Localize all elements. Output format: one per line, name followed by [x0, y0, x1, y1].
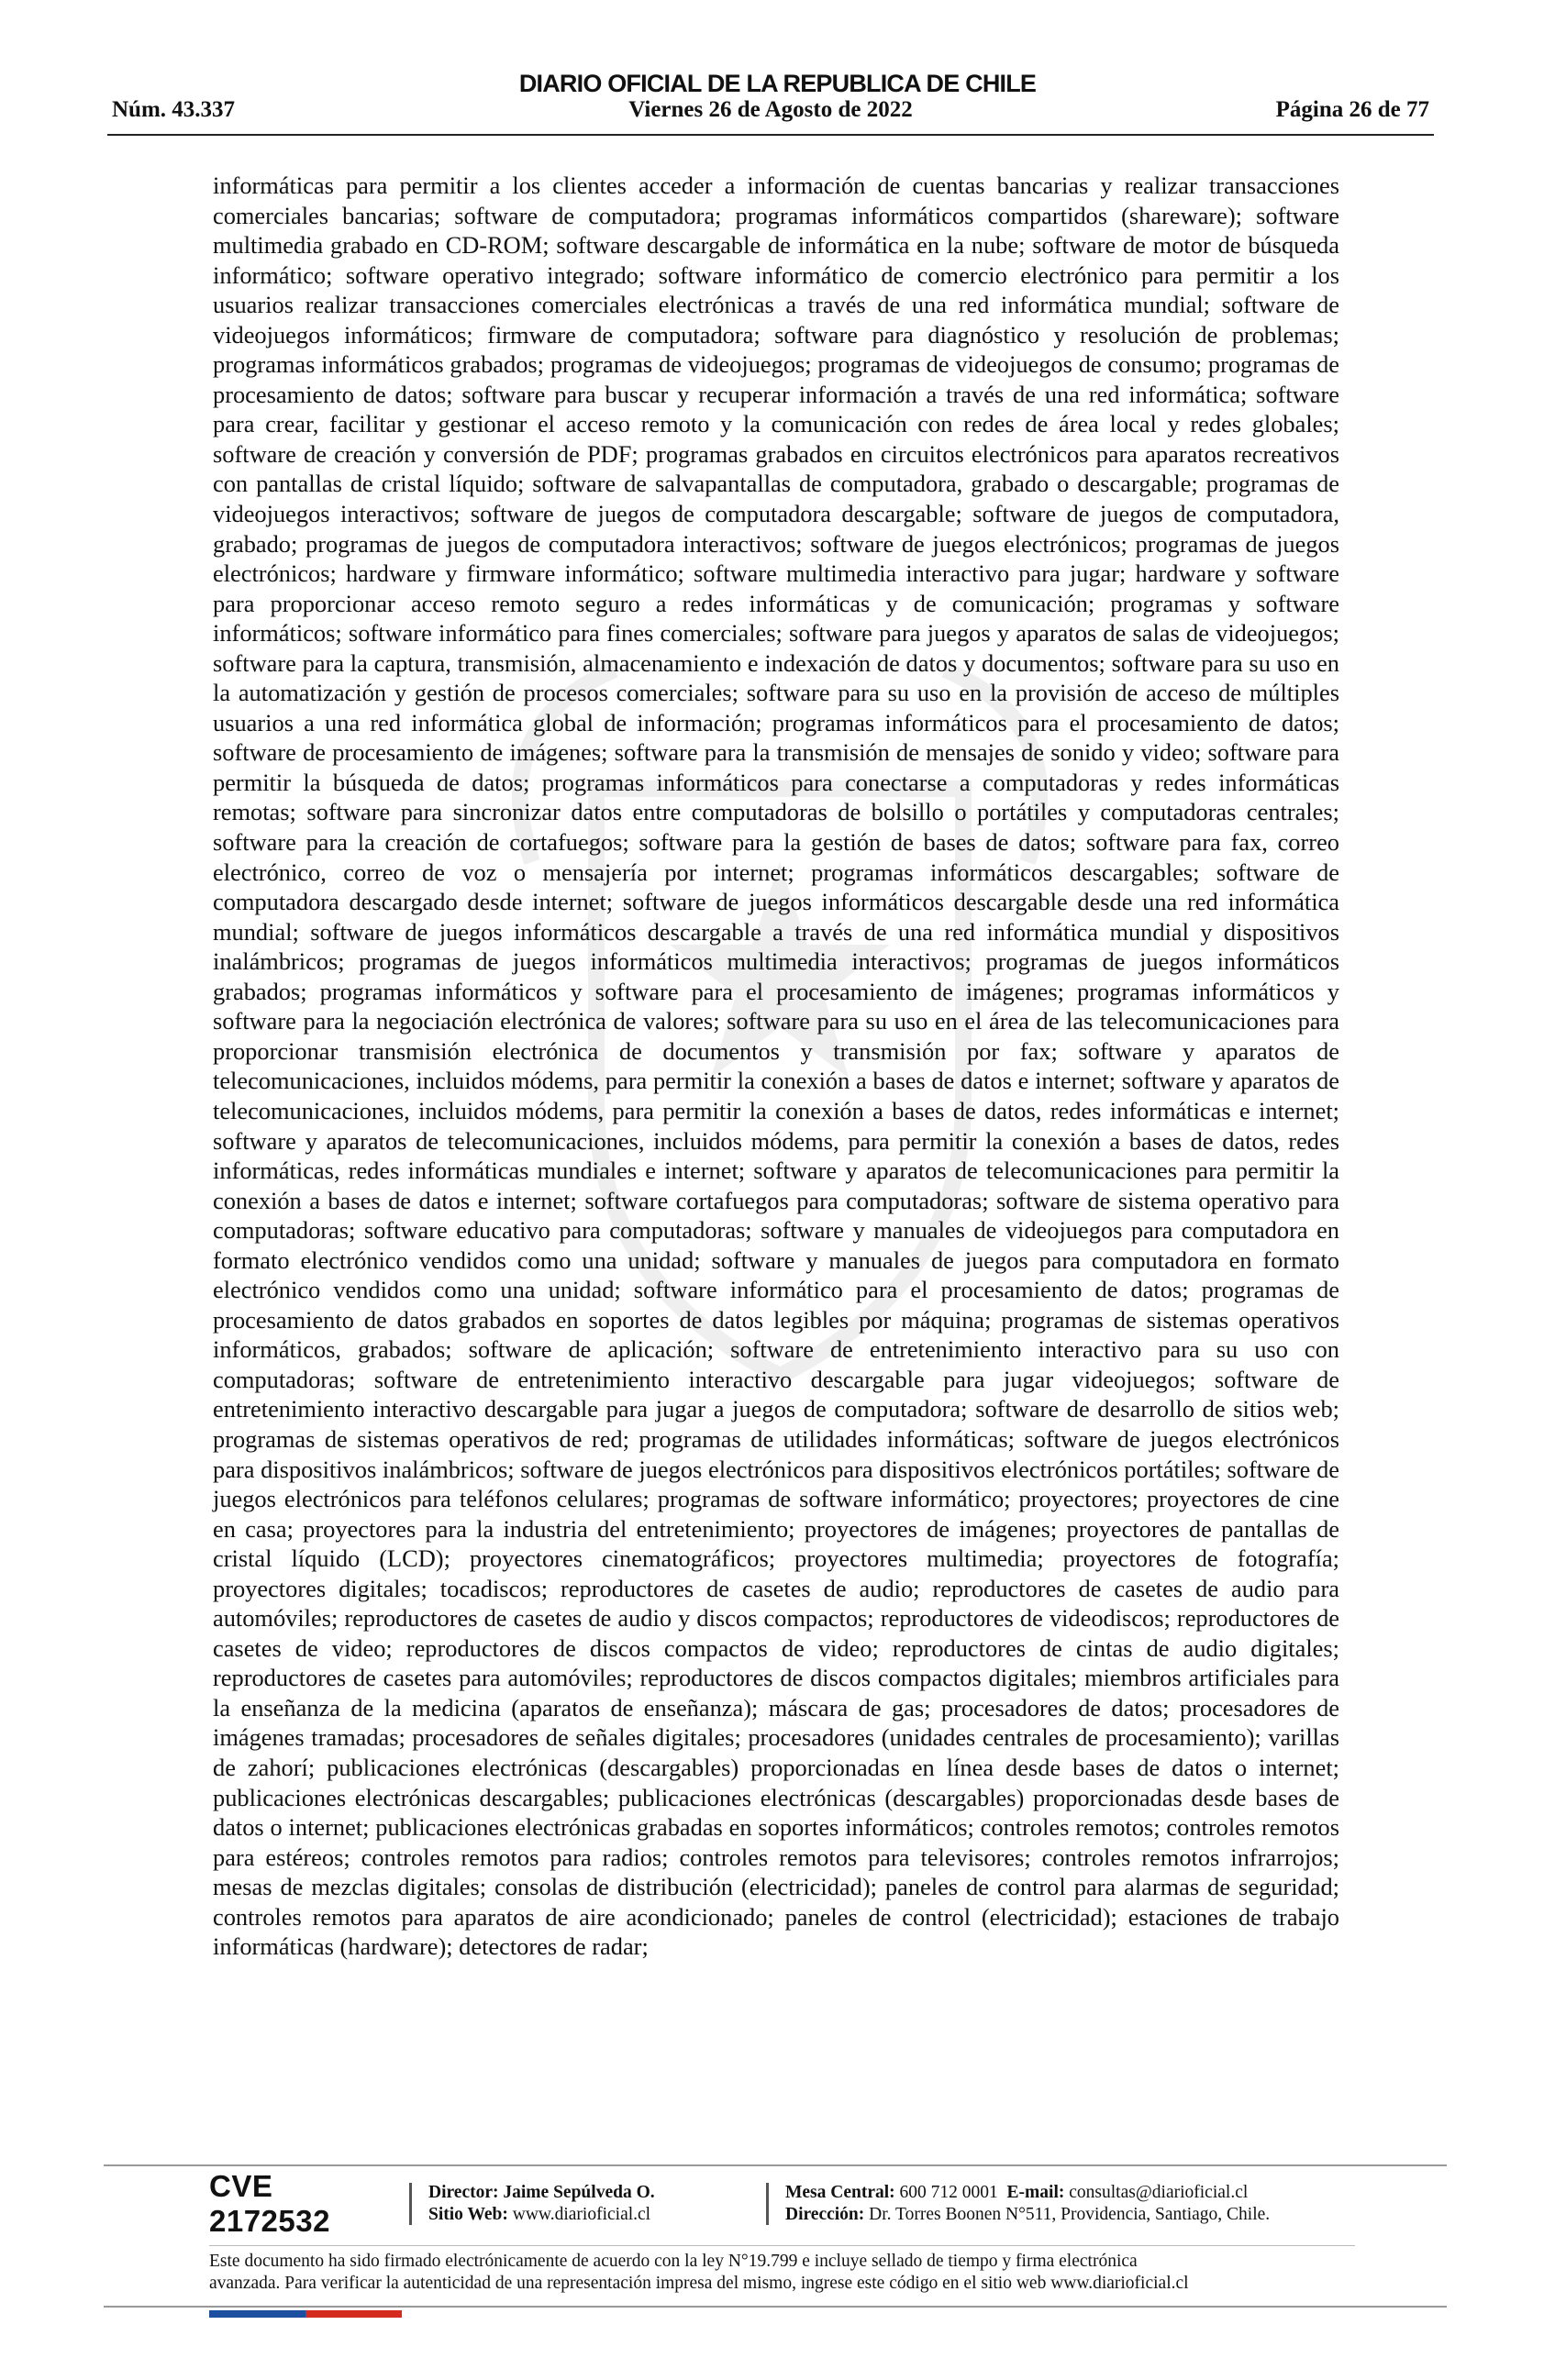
mesa-value: 600 712 0001	[899, 2183, 998, 2202]
bottom-rule	[104, 2306, 1447, 2308]
page-header	[112, 97, 1429, 123]
address-label: Dirección:	[785, 2205, 865, 2224]
email-label: E-mail:	[1006, 2183, 1065, 2202]
footer-divider	[409, 2183, 412, 2225]
website-label: Sitio Web:	[428, 2205, 508, 2224]
director-label: Director:	[428, 2183, 499, 2202]
issue-date: Viernes 26 de Agosto de 2022	[628, 97, 913, 122]
address-value: Dr. Torres Boonen N°511, Providencia, Santiago, Chile.	[869, 2205, 1271, 2224]
director-value: Jaime Sepúlveda O.	[503, 2183, 655, 2202]
website-link[interactable]: www.diarioficial.cl	[512, 2205, 651, 2224]
footer-rule-thin	[209, 2245, 1355, 2246]
footer-info	[209, 2169, 1356, 2238]
page-number: Página 26 de 77	[1275, 97, 1429, 122]
cve-code: CVE 2172532	[209, 2169, 330, 2238]
footer-rule	[104, 2164, 1447, 2166]
legal-notice	[209, 2251, 1365, 2295]
issue-number: Núm. 43.337	[112, 97, 236, 122]
newspaper-title: DIARIO OFICIAL DE LA REPUBLICA DE CHILE	[518, 70, 1037, 97]
flag-stripe	[209, 2310, 402, 2318]
flag-red-segment	[305, 2310, 402, 2318]
legal-line: Este documento ha sido firmado electrónicamente de acuerdo con la ley N°19.799 e incluye sellado de tiempo y firma electrónica	[209, 2252, 1138, 2271]
flag-blue-segment	[209, 2310, 305, 2318]
mesa-label: Mesa Central:	[785, 2183, 895, 2202]
email-link[interactable]: consultas@diarioficial.cl	[1069, 2183, 1249, 2202]
header-rule	[107, 134, 1434, 136]
body-paragraph: informáticas para permitir a los clientes acceder a información de cuentas bancarias y realizar transacciones comerciales bancarias; software de computadora; programas informáticos compartidos (shareware); software multimedia grabado en CD-ROM; software descargable de informática en la nube; software de motor de búsqueda informático; software operativo integrado; software informático de comercio electrónico para permitir a los usuarios realizar transacciones comerciales electrónicas a través de una red informática mundial; software de videojuegos informáticos; firmware de computadora; software para diagnóstico y resolución de problemas; programas informáticos grabados; programas de videojuegos; programas de videojuegos de consumo; programas de procesamiento de datos; software para buscar y recuperar información a través de una red informática; software para crear, facilitar y gestionar el acceso remoto y la comunicación con redes de área local y redes globales; software de creación y conversión de PDF; programas grabados en circuitos electrónicos para aparatos recreativos con pantallas de cristal líquido; software de salvapantallas de computadora, grabado o descargable; programas de videojuegos interactivos; software de juegos de computadora descargable; software de juegos de computadora, grabado; programas de juegos de computadora interactivos; software de juegos electrónicos; programas de juegos electrónicos; hardware y firmware informático; software multimedia interactivo para jugar; hardware y software para proporcionar acceso remoto seguro a redes informáticas y de comunicación; programas y software informáticos; software informático para fines comerciales; software para juegos y aparatos de salas de videojuegos; software para la captura, transmisión, almacenamiento e indexación de datos y documentos; software para su uso en la automatización y gestión de procesos comerciales; software para su uso en la provisión de acceso de múltiples usuarios a una red informática global de información; programas informáticos para el procesamiento de datos; software de procesamiento de imágenes; software para la transmisión de mensajes de sonido y video; software para permitir la búsqueda de datos; programas informáticos para conectarse a computadoras y redes informáticas remotas; software para sincronizar datos entre computadoras de bolsillo o portátiles y computadoras centrales; software para la creación de cortafuegos; software para la gestión de bases de datos; software para fax, correo electrónico, correo de voz o mensajería por internet; programas informáticos descargables; software de computadora descargado desde internet; software de juegos informáticos descargable desde una red informática mundial; software de juegos informáticos descargable a través de una red informática mundial y dispositivos inalámbricos; programas de juegos informáticos multimedia interactivos; programas de juegos informáticos grabados; programas informáticos y software para el procesamiento de imágenes; programas informáticos y software para la negociación electrónica de valores; software para su uso en el área de las telecomunicaciones para proporcionar transmisión electrónica de documentos y transmisión por fax; software y aparatos de telecomunicaciones, incluidos módems, para permitir la conexión a bases de datos e internet; software y aparatos de telecomunicaciones, incluidos módems, para permitir la conexión a bases de datos, redes informáticas e internet; software y aparatos de telecomunicaciones, incluidos módems, para permitir la conexión a bases de datos, redes informáticas, redes informáticas mundiales e internet; software y aparatos de telecomunicaciones para permitir la conexión a bases de datos e internet; software cortafuegos para computadoras; software de sistema operativo para computadoras; software educativo para computadoras; software y manuales de videojuegos para computadora en formato electrónico vendidos como una unidad; software y manuales de juegos para computadora en formato electrónico vendidos como una unidad; software informático para el procesamiento de datos; programas de procesamiento de datos grabados en soportes de datos legibles por máquina; programas de sistemas operativos informáticos, grabados; software de aplicación; software de entretenimiento interactivo para su uso con computadoras; software de entretenimiento interactivo descargable para jugar videojuegos; software de entretenimiento interactivo descargable para jugar a juegos de computadora; software de desarrollo de sitios web; programas de sistemas operativos de red; programas de utilidades informáticas; software de juegos electrónicos para dispositivos inalámbricos; software de juegos electrónicos para dispositivos electrónicos portátiles; software de juegos electrónicos para teléfonos celulares; programas de software informático; proyectores; proyectores de cine en casa; proyectores para la industria del entretenimiento; proyectores de imágenes; proyectores de pantallas de cristal líquido (LCD); proyectores cinematográficos; proyectores multimedia; proyectores de fotografía; proyectores digitales; tocadiscos; reproductores de casetes de audio; reproductores de casetes de audio para automóviles; reproductores de casetes de audio y discos compactos; reproductores de videodiscos; reproductores de casetes de video; reproductores de discos compactos de video; reproductores de cintas de audio digitales; reproductores de casetes para automóviles; reproductores de discos compactos digitales; miembros artificiales para la enseñanza de la medicina (aparatos de enseñanza); máscara de gas; procesadores de datos; procesadores de imágenes tramadas; procesadores de señales digitales; procesadores (unidades centrales de procesamiento); varillas de zahorí; publicaciones electrónicas (descargables) proporcionadas en línea desde bases de datos o internet; publicaciones electrónicas descargables; publicaciones electrónicas (descargables) proporcionadas desde bases de datos o internet; publicaciones electrónicas grabadas en soportes informáticos; controles remotos; controles remotos para estéreos; controles remotos para radios; controles remotos para televisores; controles remotos infrarrojos; mesas de mezclas digitales; consolas de distribución (electricidad); paneles de control para alarmas de seguridad; controles remotos para aparatos de aire acondicionado; paneles de control (electricidad); estaciones de trabajo informáticas (hardware); detectores de radar;	[213, 172, 1339, 1961]
footer-divider	[766, 2183, 769, 2225]
footer-contact-column	[785, 2182, 1270, 2226]
legal-line: avanzada. Para verificar la autenticidad de una representación impresa del mismo, ingrese este código en el sitio web www.diarioficial.cl	[209, 2274, 1189, 2293]
footer-director-column	[428, 2182, 759, 2226]
